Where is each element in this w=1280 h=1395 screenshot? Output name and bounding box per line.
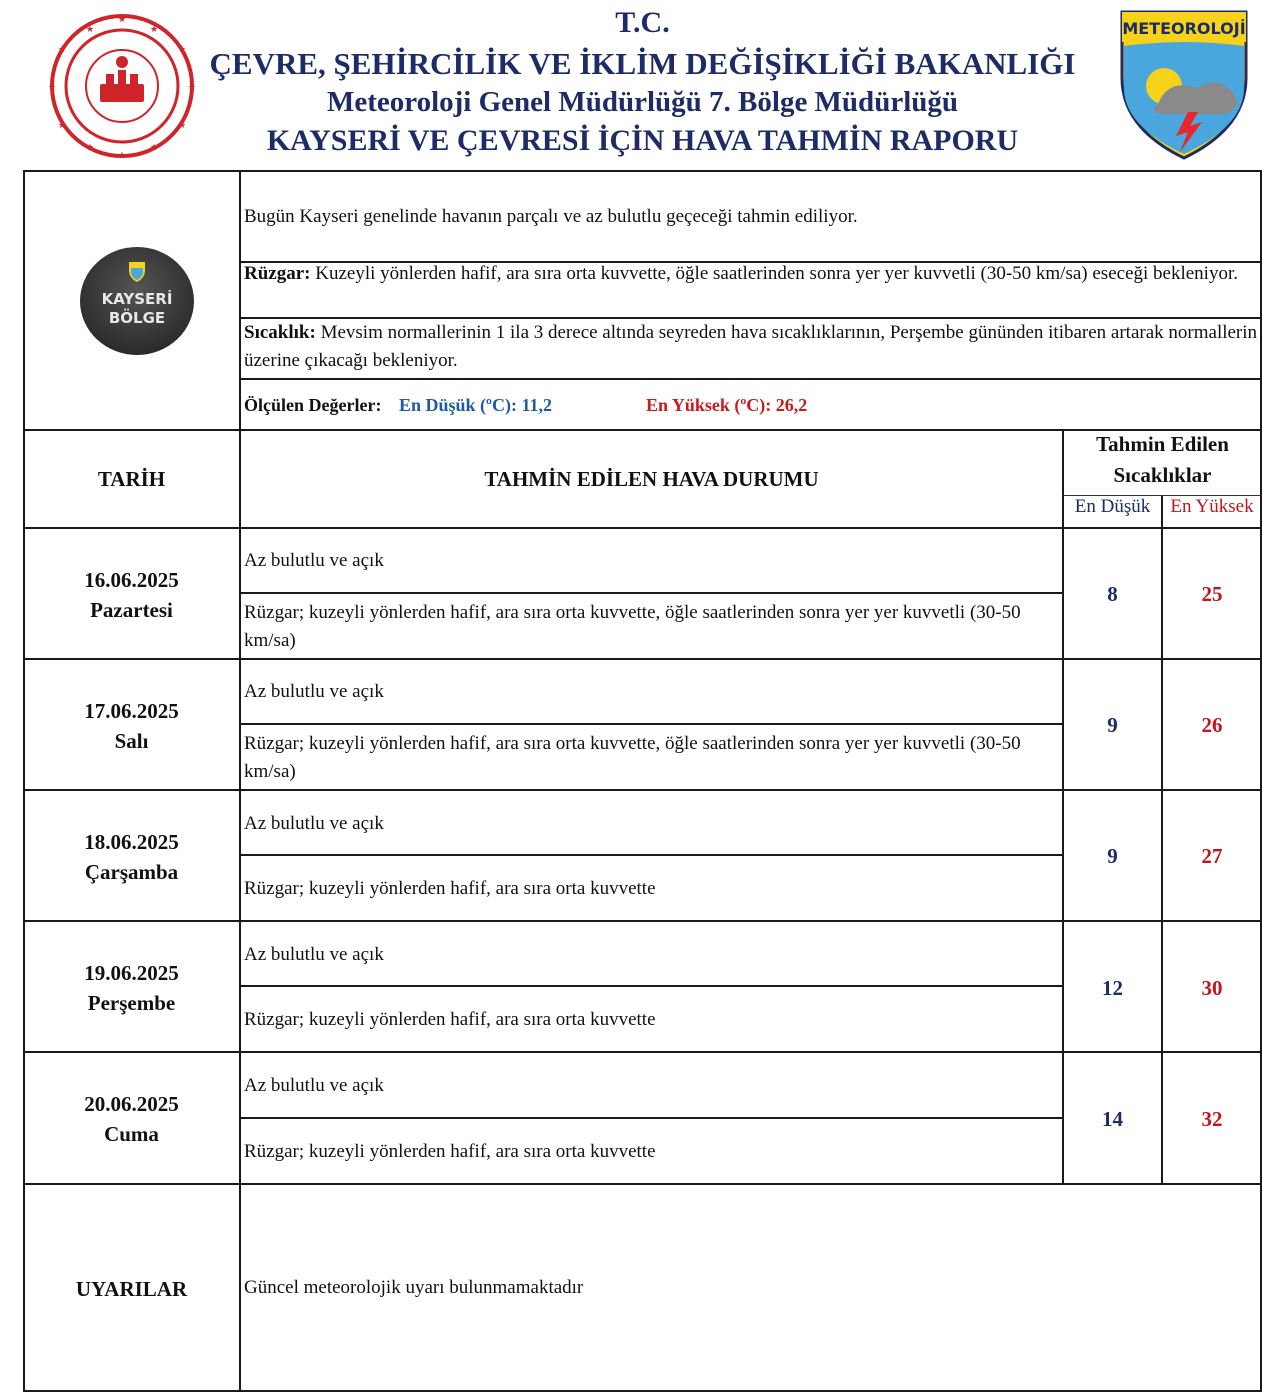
row-sky: Az bulutlu ve açık — [244, 550, 384, 571]
row-min-temp: 9 — [1107, 713, 1118, 737]
svg-text:★: ★ — [48, 83, 57, 93]
row-sky: Az bulutlu ve açık — [244, 813, 384, 834]
measured-label: Ölçülen Değerler: — [244, 395, 382, 415]
row-date-value: 18.06.2025 — [84, 830, 179, 854]
kayseri-bolge-badge — [79, 246, 195, 356]
row-max-temp: 25 — [1201, 582, 1223, 606]
svg-text:★: ★ — [86, 143, 95, 153]
table-divider — [24, 920, 1261, 922]
row-min-temp: 12 — [1102, 976, 1123, 1000]
wind-text: Kuzeyli yönlerden hafif, ara sıra orta kuvvette, öğle saatlerinden sonra yer yer kuvvetli (30-50 km/sa) eseceği bekleniyor. — [310, 263, 1238, 284]
svg-text:★: ★ — [86, 25, 95, 35]
table-divider — [24, 1183, 1261, 1185]
svg-text:★: ★ — [150, 143, 159, 153]
table-divider — [240, 723, 1062, 725]
summary-general: Bugün Kayseri genelinde havanın parçalı ve az bulutlu geçeceği tahmin ediliyor. — [244, 206, 858, 227]
row-wind: Rüzgar; kuzeyli yönlerden hafif, ara sıra orta kuvvette — [244, 878, 656, 899]
table-divider — [24, 1051, 1261, 1053]
badge-line1: KAYSERİ — [101, 290, 173, 308]
measured-min: En Düşük (ºC): 11,2 — [399, 395, 552, 415]
wind-label: Rüzgar: — [244, 263, 311, 284]
svg-text:★: ★ — [178, 45, 187, 55]
table-divider — [240, 985, 1062, 987]
table-divider — [239, 171, 241, 1391]
row-date — [24, 565, 239, 625]
svg-text:★: ★ — [178, 121, 187, 131]
meteo-logo-text: METEOROLOJİ — [1122, 19, 1246, 38]
table-divider — [240, 854, 1062, 856]
row-min-temp: 9 — [1107, 844, 1118, 868]
svg-text:★: ★ — [188, 83, 197, 93]
table-divider — [240, 378, 1261, 380]
row-max-temp: 30 — [1201, 976, 1223, 1000]
row-day-value: Pazartesi — [90, 598, 173, 622]
header-report-title: KAYSERİ VE ÇEVRESİ İÇİN HAVA TAHMİN RAPORU — [266, 124, 1019, 157]
row-date — [24, 1089, 239, 1149]
svg-text:★: ★ — [150, 25, 159, 35]
svg-text:★: ★ — [118, 15, 127, 25]
row-wind: Rüzgar; kuzeyli yönlerden hafif, ara sıra orta kuvvette — [244, 1009, 656, 1030]
row-wind: Rüzgar; kuzeyli yönlerden hafif, ara sıra orta kuvvette — [244, 1141, 656, 1162]
row-min-temp: 14 — [1102, 1107, 1123, 1131]
header-ministry: ÇEVRE, ŞEHİRCİLİK VE İKLİM DEĞİŞİKLİĞİ BAKANLIĞI — [209, 46, 1076, 81]
svg-text:★: ★ — [58, 45, 67, 55]
col-header-date: TARİH — [97, 467, 166, 491]
row-day-value: Cuma — [104, 1122, 159, 1146]
row-date-value: 17.06.2025 — [84, 699, 179, 723]
table-divider — [24, 789, 1261, 791]
table-divider — [1062, 430, 1064, 1185]
row-date-value: 16.06.2025 — [84, 568, 179, 592]
row-min-temp: 8 — [1107, 582, 1118, 606]
row-max-temp: 26 — [1201, 713, 1223, 737]
row-max-temp: 27 — [1201, 844, 1223, 868]
row-date-value: 19.06.2025 — [84, 961, 179, 985]
row-date — [24, 958, 239, 1018]
row-date-value: 20.06.2025 — [84, 1092, 179, 1116]
row-sky: Az bulutlu ve açık — [244, 681, 384, 702]
table-divider — [240, 1117, 1062, 1119]
col-header-min: En Düşük — [1074, 496, 1151, 517]
header-directorate: Meteoroloji Genel Müdürlüğü 7. Bölge Müdürlüğü — [326, 86, 959, 118]
temp-label: Sıcaklık: — [244, 322, 316, 343]
row-date — [24, 827, 239, 887]
svg-text:★: ★ — [118, 151, 127, 160]
warnings-label: UYARILAR — [75, 1277, 188, 1301]
temp-text: Mevsim normallerinin 1 ila 3 derece altında seyreden hava sıcaklıklarının, Perşembe gününden itibaren artarak normallerin üzerine çıkacağı bekleniyor. — [244, 322, 1258, 371]
row-wind: Rüzgar; kuzeyli yönlerden hafif, ara sıra orta kuvvette, öğle saatlerinden sonra yer yer kuvvetli (30-50 km/sa) — [244, 602, 1021, 651]
svg-text:★: ★ — [58, 121, 67, 131]
summary-wind — [244, 260, 1259, 288]
summary-temperature — [244, 319, 1259, 375]
row-max-temp: 32 — [1201, 1107, 1223, 1131]
row-date — [24, 696, 239, 756]
row-sky: Az bulutlu ve açık — [244, 944, 384, 965]
row-wind: Rüzgar; kuzeyli yönlerden hafif, ara sıra orta kuvvette, öğle saatlerinden sonra yer yer kuvvetli (30-50 km/sa) — [244, 733, 1021, 782]
ministry-seal-logo — [38, 12, 206, 160]
table-divider — [24, 527, 1261, 529]
row-day-value: Perşembe — [87, 991, 176, 1015]
col-header-max: En Yüksek — [1170, 496, 1254, 517]
warnings-text: Güncel meteorolojik uyarı bulunmamaktadır — [244, 1277, 584, 1298]
measured-max: En Yüksek (ºC): 26,2 — [646, 395, 808, 415]
row-day-value: Çarşamba — [84, 860, 179, 884]
table-divider — [240, 592, 1062, 594]
row-sky: Az bulutlu ve açık — [244, 1075, 384, 1096]
row-day-value: Salı — [114, 729, 149, 753]
col-header-forecast: TAHMİN EDİLEN HAVA DURUMU — [484, 467, 819, 491]
meteoroloji-logo — [1118, 8, 1250, 160]
header-tc: T.C. — [615, 6, 670, 39]
badge-line2: BÖLGE — [108, 309, 166, 327]
report-header — [0, 0, 1280, 168]
table-divider — [24, 658, 1261, 660]
col-header-temps: Tahmin Edilen Sıcaklıklar — [1096, 432, 1229, 487]
